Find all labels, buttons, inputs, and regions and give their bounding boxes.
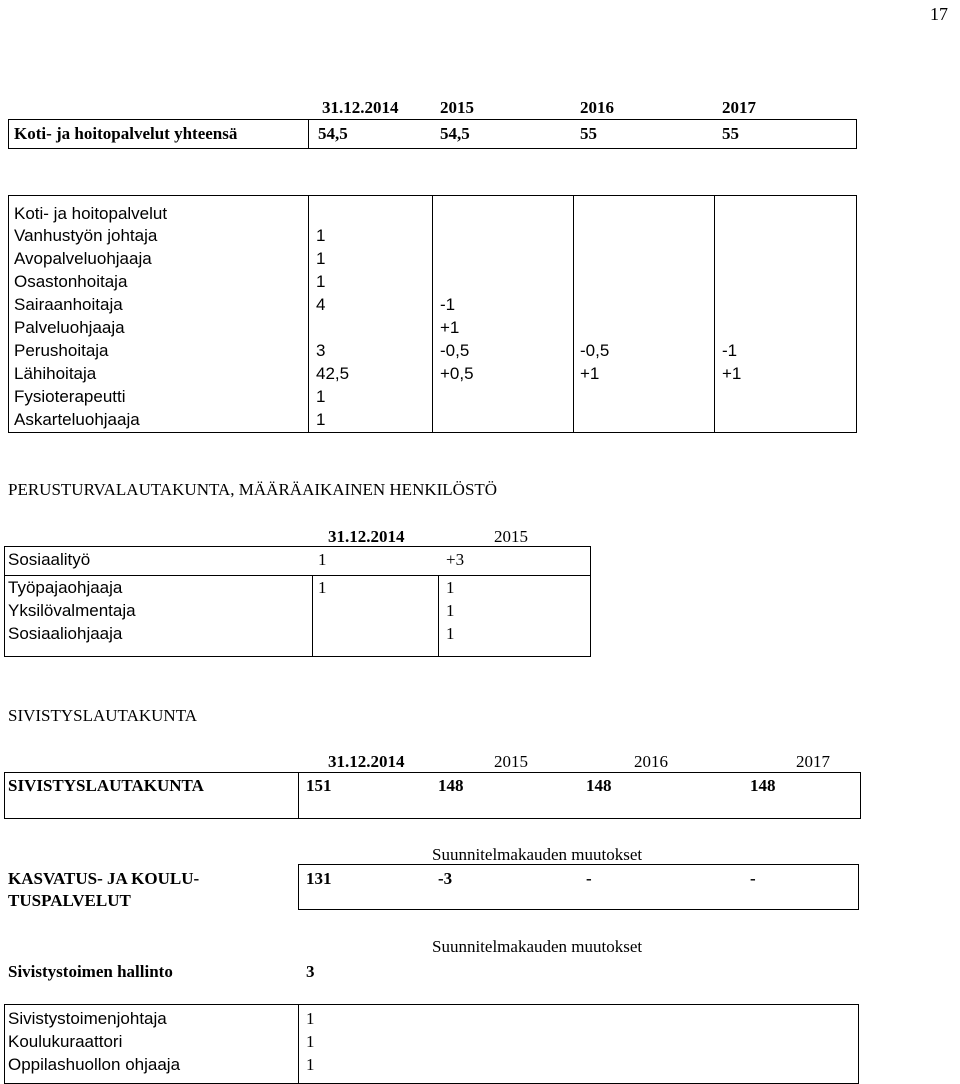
page-number: 17 — [930, 4, 948, 24]
change-2016: - — [586, 869, 592, 888]
col-header-2015: 2015 — [494, 527, 528, 546]
divider — [308, 119, 309, 149]
value-2015: +3 — [446, 550, 465, 569]
divider — [312, 575, 313, 657]
value-2014: 1 — [316, 226, 326, 245]
value-2014: 54,5 — [318, 124, 348, 143]
change-2015: +1 — [440, 318, 460, 337]
value-2015: 148 — [438, 776, 464, 795]
value-2014: 3 — [306, 962, 315, 981]
change-2016: -0,5 — [580, 341, 610, 360]
divider — [714, 195, 715, 433]
value-2016: 55 — [580, 124, 597, 143]
change-2015: -1 — [440, 295, 456, 314]
row-label-line1: KASVATUS- JA KOULU- — [8, 869, 200, 888]
section-heading-perusturva: PERUSTURVALAUTAKUNTA, MÄÄRÄAIKAINEN HENKILÖSTÖ — [8, 480, 498, 499]
col-header-2017: 2017 — [722, 98, 756, 117]
row-label: Lähihoitaja — [14, 364, 97, 383]
plan-changes-caption: Suunnitelmakauden muutokset — [432, 845, 643, 864]
divider — [298, 1004, 299, 1084]
col-header-2017: 2017 — [796, 752, 830, 771]
value-2014: 1 — [318, 550, 327, 569]
col-header-2016: 2016 — [634, 752, 668, 771]
value-2014: 4 — [316, 295, 326, 314]
divider — [298, 772, 299, 819]
row-label: Perushoitaja — [14, 341, 109, 360]
value-2016: 148 — [586, 776, 612, 795]
divider — [308, 195, 309, 433]
row-label: Askarteluohjaaja — [14, 410, 140, 429]
row-label: Osastonhoitaja — [14, 272, 128, 291]
row-label: Vanhustyön johtaja — [14, 226, 158, 245]
row-label: Sosiaaliohjaaja — [8, 624, 123, 643]
change-2017: - — [750, 869, 756, 888]
col-header-2014: 31.12.2014 — [328, 527, 405, 546]
row-label: Yksilövalmentaja — [8, 601, 136, 620]
detail-table-title: Koti- ja hoitopalvelut — [14, 204, 168, 223]
row-label: Avopalveluohjaaja — [14, 249, 152, 268]
value-2015: 54,5 — [440, 124, 470, 143]
col-header-2015: 2015 — [494, 752, 528, 771]
value-2015: 1 — [446, 624, 455, 643]
change-2017: +1 — [722, 364, 742, 383]
change-2015: -0,5 — [440, 341, 470, 360]
section-heading-sivistys: SIVISTYSLAUTAKUNTA — [8, 706, 197, 725]
col-header-2014: 31.12.2014 — [322, 98, 399, 117]
value-2014: 1 — [306, 1009, 315, 1028]
value-2014: 131 — [306, 869, 332, 888]
row-label: Koulukuraattori — [8, 1032, 123, 1051]
value-2015: 1 — [446, 601, 455, 620]
value-2014: 1 — [316, 272, 326, 291]
change-2016: +1 — [580, 364, 600, 383]
value-2015: 1 — [446, 578, 455, 597]
col-header-2016: 2016 — [580, 98, 614, 117]
row-label: Työpajaohjaaja — [8, 578, 123, 597]
value-2014: 151 — [306, 776, 332, 795]
value-2014: 3 — [316, 341, 326, 360]
col-header-2014: 31.12.2014 — [328, 752, 405, 771]
row-label: Sosiaalityö — [8, 550, 91, 569]
divider — [438, 575, 439, 657]
value-2014: 42,5 — [316, 364, 350, 383]
row-label: Koti- ja hoitopalvelut yhteensä — [14, 124, 238, 143]
col-header-2015: 2015 — [440, 98, 474, 117]
divider — [432, 195, 433, 433]
change-2015: -3 — [438, 869, 453, 888]
value-2017: 148 — [750, 776, 776, 795]
value-2017: 55 — [722, 124, 739, 143]
divider — [4, 575, 591, 576]
value-2014: 1 — [316, 410, 326, 429]
value-2014: 1 — [306, 1055, 315, 1074]
row-label: Palveluohjaaja — [14, 318, 125, 337]
change-2017: -1 — [722, 341, 738, 360]
divider — [573, 195, 574, 433]
row-label: Sairaanhoitaja — [14, 295, 123, 314]
change-2015: +0,5 — [440, 364, 474, 383]
value-2014: 1 — [306, 1032, 315, 1051]
row-label: SIVISTYSLAUTAKUNTA — [8, 776, 204, 795]
row-label: Sivistystoimen hallinto — [8, 962, 173, 981]
value-2014: 1 — [316, 387, 326, 406]
kasvatus-values-box — [298, 864, 859, 910]
value-2014: 1 — [316, 249, 326, 268]
row-label: Fysioterapeutti — [14, 387, 126, 406]
value-2014: 1 — [318, 578, 327, 597]
plan-changes-caption: Suunnitelmakauden muutokset — [432, 937, 643, 956]
row-label: Sivistystoimenjohtaja — [8, 1009, 167, 1028]
row-label-line2: TUSPALVELUT — [8, 891, 131, 910]
row-label: Oppilashuollon ohjaaja — [8, 1055, 181, 1074]
